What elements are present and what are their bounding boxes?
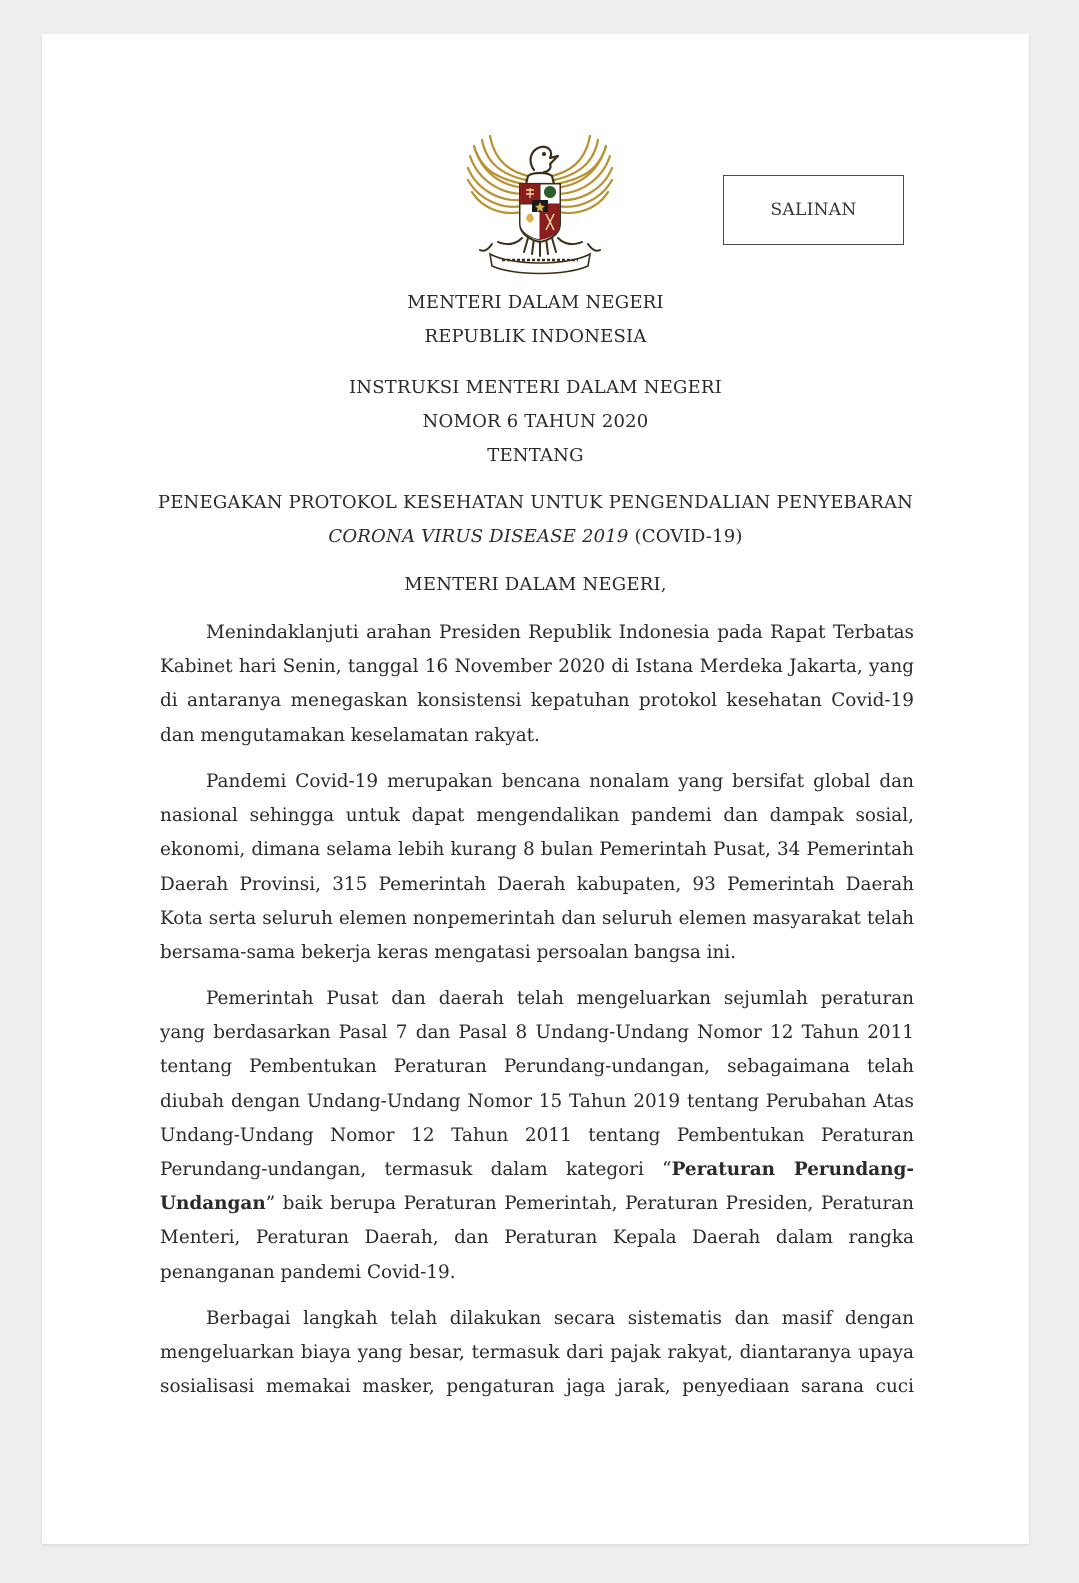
instruction-number: NOMOR 6 TAHUN 2020 bbox=[422, 411, 649, 432]
paragraph-4 bbox=[160, 1302, 914, 1405]
garuda-pancasila-emblem-icon bbox=[462, 126, 618, 276]
instruction-about: TENTANG bbox=[487, 445, 584, 466]
shield-icon bbox=[520, 184, 560, 242]
subject-suffix: (COVID-19) bbox=[628, 526, 743, 547]
ministry-title: MENTERI DALAM NEGERI bbox=[407, 292, 664, 313]
country-title: REPUBLIK INDONESIA bbox=[424, 326, 647, 347]
paragraph-text: Pandemi Covid-19 merupakan bencana nonalam yang bersifat global dan nasional sehingga untuk dapat mengendalikan pandemi dan dampak sosial, ekonomi, dimana selama lebih kurang 8 bulan Pemerintah Pusat, 34 Pemerintah Daerah Provinsi, 315 Pemerintah Daerah kabupaten, 93 Pemerintah Daerah Kota serta seluruh elemen nonpemerintah dan seluruh elemen masyarakat telah bersama-sama bekerja keras mengatasi persoalan bangsa ini. bbox=[160, 771, 914, 964]
paragraph-3-before: Pemerintah Pusat dan daerah telah mengeluarkan sejumlah peraturan yang berdasarkan Pasal 7 dan Pasal 8 Undang-Undang Nomor 12 Tahun 2011 tentang Pembentukan Peraturan Perundang-undangan, sebagaimana telah diubah dengan Undang-Undang Nomor 15 Tahun 2019 tentang Perubahan Atas Undang-Undang Nomor 12 Tahun 2011 tentang Pembentukan Peraturan Perundang-undangan, termasuk dalam kategori “ bbox=[160, 988, 914, 1181]
paragraph-text bbox=[160, 982, 914, 1290]
salinan-stamp: SALINAN bbox=[723, 175, 904, 245]
paragraph-text: Menindaklanjuti arahan Presiden Republik Indonesia pada Rapat Terbatas Kabinet hari Senin, tanggal 16 November 2020 di Istana Merdeka Jakarta, yang di antaranya menegaskan konsistensi kepatuhan protokol kesehatan Covid-19 dan mengutamakan keselamatan rakyat. bbox=[160, 622, 914, 746]
subject-italic: CORONA VIRUS DISEASE 2019 bbox=[328, 526, 629, 547]
paragraph-3-bold: Peraturan Perundang-Undangan bbox=[160, 1159, 914, 1215]
document-page bbox=[42, 34, 1029, 1544]
issuer-heading: MENTERI DALAM NEGERI, bbox=[404, 574, 667, 595]
subject-line-1: PENEGAKAN PROTOKOL KESEHATAN UNTUK PENGENDALIAN PENYEBARAN bbox=[157, 492, 914, 513]
paragraph-3 bbox=[160, 982, 914, 1290]
instruction-title: INSTRUKSI MENTERI DALAM NEGERI bbox=[349, 377, 722, 398]
paragraph-1 bbox=[160, 616, 914, 753]
subject-line-2 bbox=[42, 526, 1029, 547]
paragraph-2 bbox=[160, 765, 914, 970]
paragraph-3-after: ” baik berupa Peraturan Pemerintah, Peraturan Presiden, Peraturan Menteri, Peraturan Daerah, dan Peraturan Kepala Daerah dalam rangka penanganan pandemi Covid-19. bbox=[160, 1193, 914, 1283]
paragraph-text: Berbagai langkah telah dilakukan secara sistematis dan masif dengan mengeluarkan biaya yang besar, termasuk dari pajak rakyat, diantaranya upaya sosialisasi memakai masker, pengaturan jaga jarak, penyediaan sarana cuci bbox=[160, 1308, 914, 1398]
